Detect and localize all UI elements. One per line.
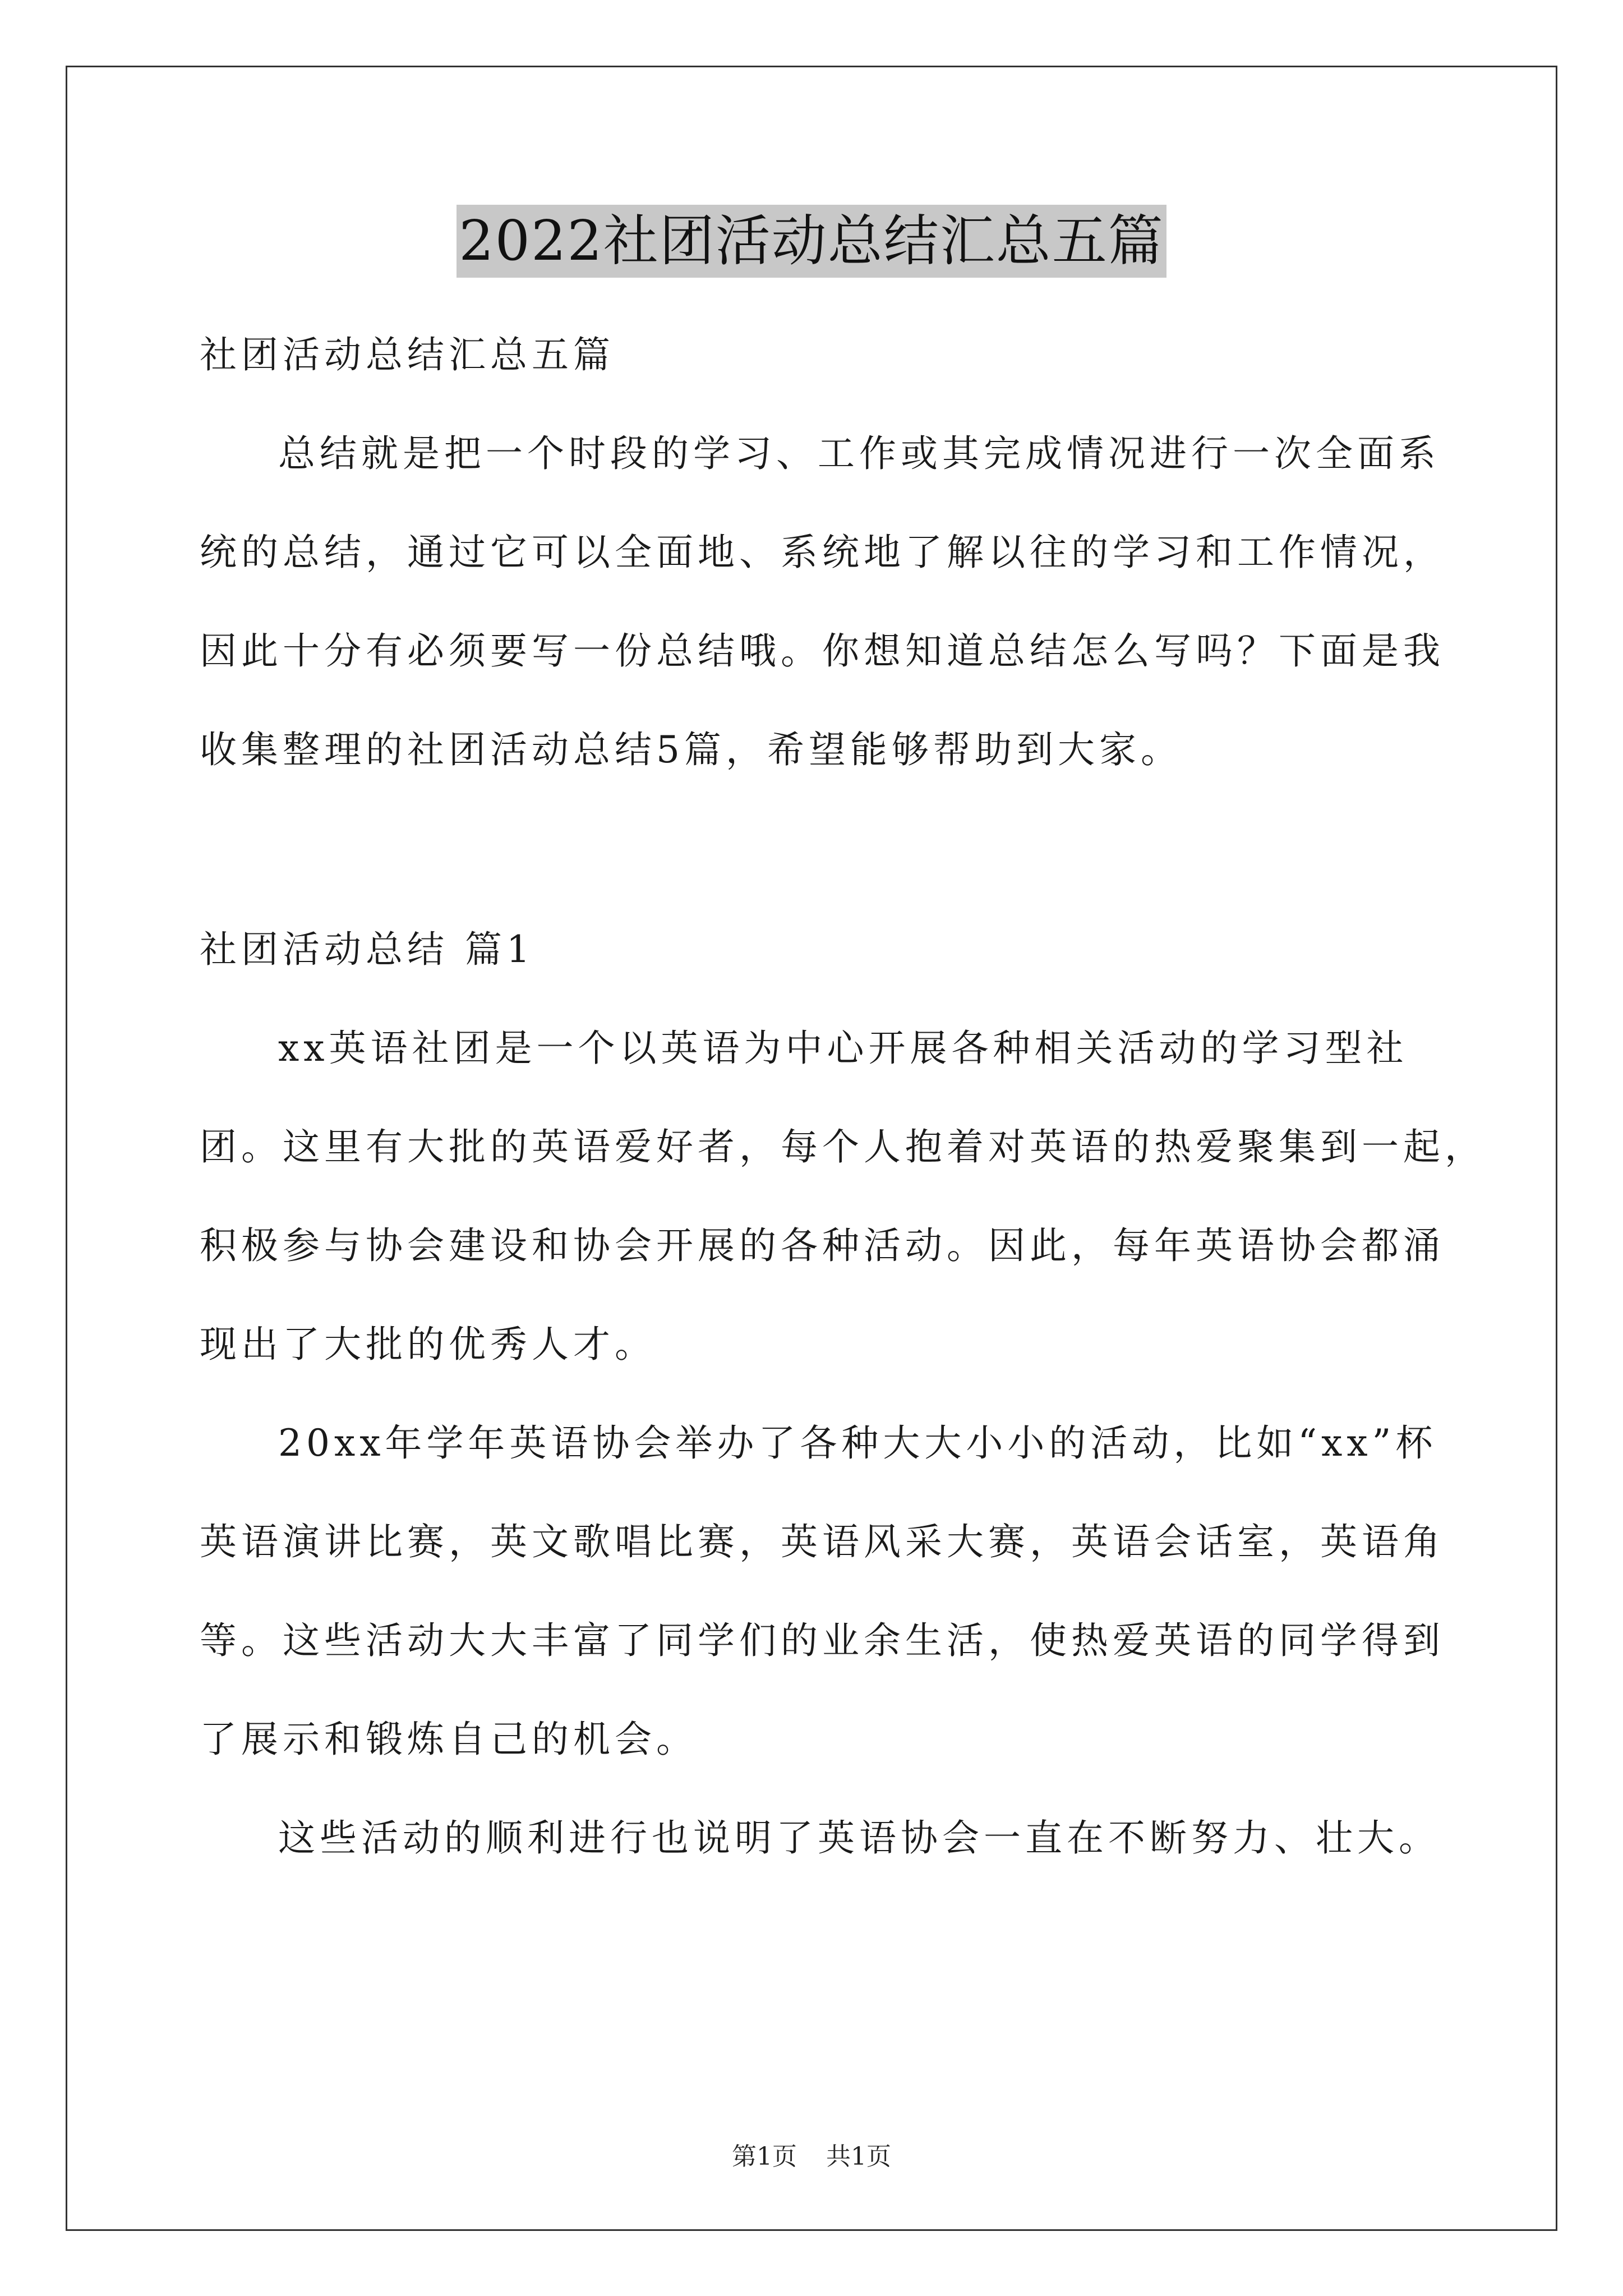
paragraph-1 <box>200 999 1486 1394</box>
intro-line: 收集整理的社团活动总结5篇，希望能够帮助到大家。 <box>200 728 1182 771</box>
paragraph-line: 积极参与协会建设和协会开展的各种活动。因此，每年英语协会都涌 <box>200 1224 1445 1267</box>
page-total: 共1页 <box>826 2142 891 2171</box>
paragraph-line: 了展示和锻炼自己的机会。 <box>200 1718 698 1761</box>
paragraph-line: 这些活动的顺利进行也说明了英语协会一直在不断努力、壮大。 <box>278 1816 1440 1860</box>
paragraph-line: 英语演讲比赛，英文歌唱比赛，英语风采大赛，英语会话室，英语角 <box>200 1520 1445 1563</box>
page-number: 第1页 <box>732 2142 797 2171</box>
section-spacer <box>200 799 1467 900</box>
page-footer <box>0 2136 1623 2172</box>
intro-line: 统的总结，通过它可以全面地、系统地了解以往的学习和工作情况， <box>200 531 1445 574</box>
paragraph-line: 现出了大批的优秀人才。 <box>200 1323 656 1366</box>
document-body <box>200 306 1486 1888</box>
intro-line: 总结就是把一个时段的学习、工作或其完成情况进行一次全面系 <box>278 432 1440 475</box>
document-subtitle: 社团活动总结汇总五篇 <box>200 333 615 376</box>
intro-line: 因此十分有必须要写一份总结哦。你想知道总结怎么写吗？下面是我 <box>200 629 1445 673</box>
section-heading: 社团活动总结 篇1 <box>200 928 534 971</box>
paragraph-line: 团。这里有大批的英语爱好者，每个人抱着对英语的热爱聚集到一起， <box>200 1125 1486 1168</box>
paragraph-line: 等。这些活动大大丰富了同学们的业余生活，使热爱英语的同学得到 <box>200 1619 1445 1662</box>
paragraph-line: xx英语社团是一个以英语为中心开展各种相关活动的学习型社 <box>278 1027 1408 1070</box>
paragraph-line: 20xx年学年英语协会举办了各种大大小小的活动，比如“xx”杯 <box>278 1421 1437 1465</box>
title-container <box>0 205 1623 278</box>
paragraph-2 <box>200 1394 1467 1789</box>
document-title: 2022社团活动总结汇总五篇 <box>457 205 1166 278</box>
intro-paragraph <box>200 404 1467 799</box>
paragraph-3 <box>200 1789 1467 1888</box>
